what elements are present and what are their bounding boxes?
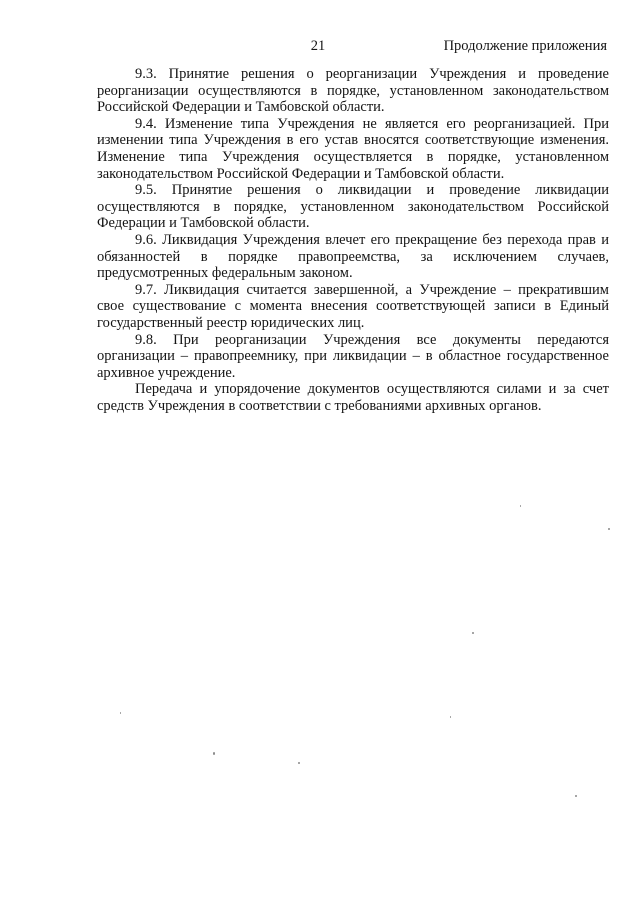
paragraph-9-6: 9.6. Ликвидация Учреждения влечет его прекращение без перехода прав и обязанностей в порядке правопреемства, за исключением случаев, предусмотренных федеральным законом. [97, 231, 609, 282]
scan-speck [213, 752, 215, 755]
scan-speck [120, 712, 121, 714]
paragraph-9-4: 9.4. Изменение типа Учреждения не является его реорганизацией. При изменении типа Учреждения в его устав вносятся соответствующие изменения. Изменение типа Учреждения осуществляется в порядке, установленном законодательством Российской Федерации и Тамбовской области. [97, 115, 609, 182]
scan-speck [450, 716, 451, 718]
paragraph-9-5: 9.5. Принятие решения о ликвидации и проведение ликвидации осуществляются в порядке, установленном законодательством Российской Федерации и Тамбовской области. [97, 182, 609, 232]
paragraph-9-8: 9.8. При реорганизации Учреждения все документы передаются организации – правопреемнику, при ликвидации – в областное государственное архивное учреждение. [97, 331, 609, 381]
document-body [97, 66, 609, 414]
scan-speck [608, 528, 610, 530]
paragraph-9-7: 9.7. Ликвидация считается завершенной, а Учреждение – прекратившим свое существование с момента внесения соответствующей записи в Единый государственный реестр юридических лиц. [97, 281, 609, 331]
scan-speck [575, 795, 577, 797]
paragraph-9-3: 9.3. Принятие решения о реорганизации Учреждения и проведение реорганизации осуществляются в порядке, установленном законодательством Российской Федерации и Тамбовской области. [97, 66, 609, 116]
scan-speck [520, 505, 521, 507]
page-number: 21 [310, 38, 326, 54]
paragraph-archive-transfer: Передача и упорядочение документов осуществляются силами и за счет средств Учреждения в соответствии с требованиями архивных органов. [97, 381, 609, 414]
scan-speck [298, 762, 300, 764]
appendix-continuation-note: Продолжение приложения [443, 38, 607, 54]
scan-speck [472, 632, 474, 634]
